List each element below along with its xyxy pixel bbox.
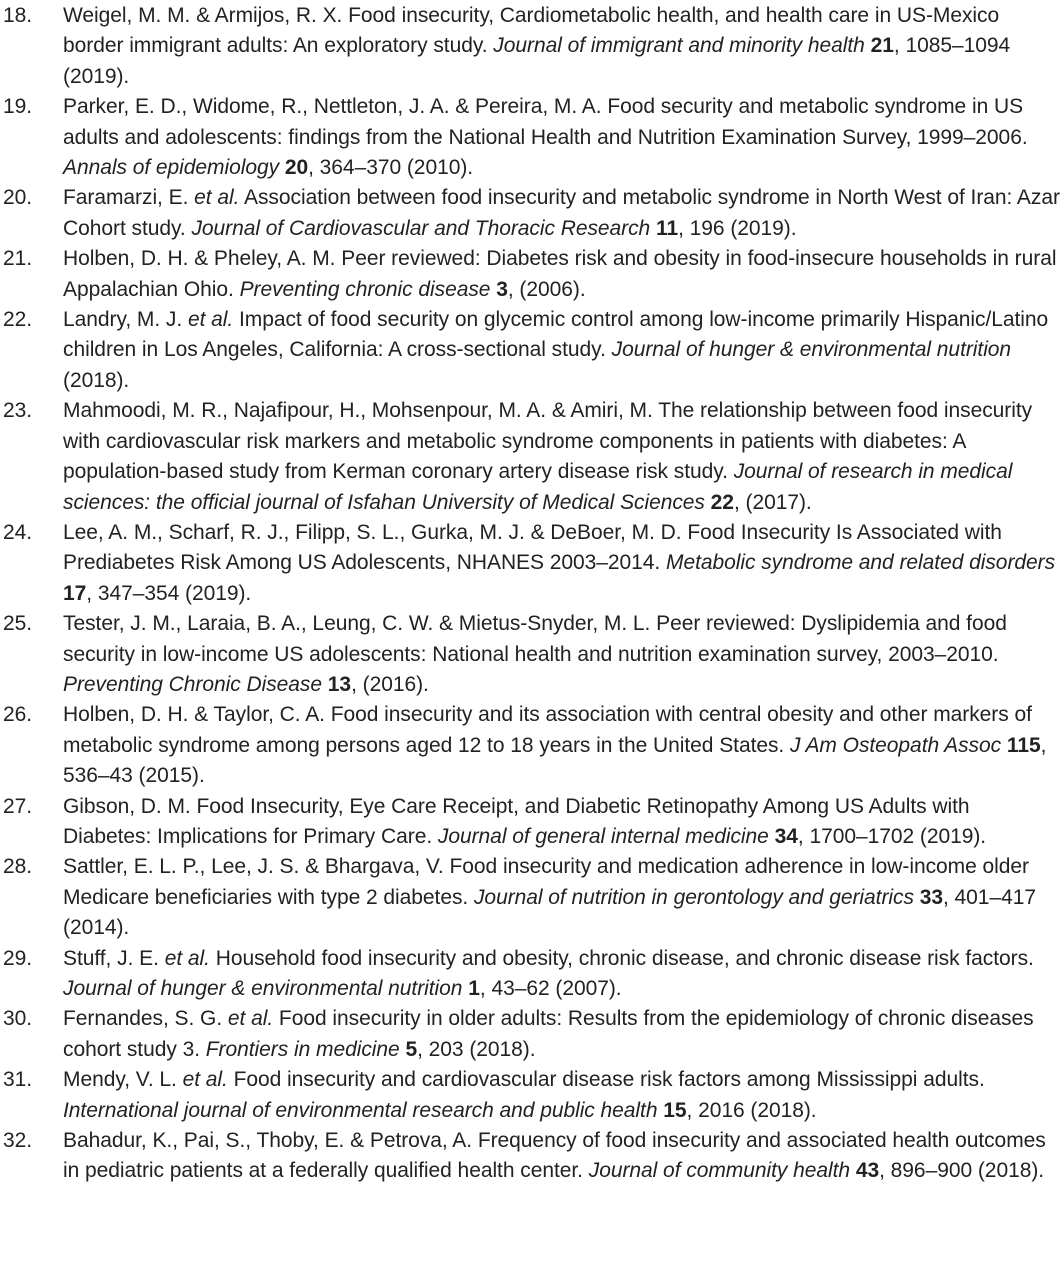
reference-journal: Journal of hunger & environmental nutrition (63, 977, 463, 1000)
reference-volume-wrap (650, 217, 678, 240)
reference-et-al: et al. (164, 946, 210, 970)
reference-volume: 43 (855, 1159, 880, 1183)
reference-tail: , 1700–1702 (2019). (797, 824, 987, 848)
reference-title: Food insecurity, Cardiometabolic health, and health care in US-Mexico border immigrant adults: An exploratory study. (63, 4, 1000, 58)
reference-item (0, 518, 1060, 609)
reference-item (0, 852, 1060, 943)
reference-journal: J Am Osteopath Assoc (790, 733, 1002, 757)
reference-volume: 11 (655, 216, 679, 240)
reference-title: Food security and metabolic syndrome in US adults and adolescents: findings from the National Health and Nutrition Examination Survey, 1999–2006. (63, 95, 1028, 149)
reference-number: 25. (3, 612, 33, 636)
reference-authors: Lee, A. M., Scharf, R. J., Filipp, S. L., Gurka, M. J. & DeBoer, M. D. (63, 520, 688, 544)
reference-number: 21. (3, 247, 33, 271)
reference-volume-wrap (279, 156, 308, 179)
reference-volume: 17 (63, 581, 87, 605)
reference-journal: Journal of community health (588, 1159, 851, 1183)
reference-number: 22. (3, 308, 33, 332)
reference-tail: , 43–62 (2007). (479, 977, 622, 1000)
reference-tail: (2018). (63, 368, 130, 392)
reference-tail: , 364–370 (2010). (308, 156, 474, 180)
reference-tail: , 401–417 (2014). (63, 885, 1036, 940)
reference-volume: 20 (284, 156, 309, 180)
reference-tail: , 347–354 (2019). (86, 581, 252, 605)
reference-item (0, 305, 1060, 396)
reference-item (0, 244, 1060, 305)
reference-authors: Fernandes, S. G. (63, 1007, 228, 1031)
reference-journal: Journal of nutrition in gerontology and geriatrics (473, 885, 914, 909)
reference-title: Association between food insecurity and metabolic syndrome in North West of Iran: Azar Cohort study. (63, 186, 1060, 240)
reference-number: 31. (3, 1068, 33, 1092)
reference-title: Household food insecurity and obesity, chronic disease, and chronic disease risk factors. (209, 946, 1034, 970)
reference-authors: Tester, J. M., Laraia, B. A., Leung, C. W. & Mietus-Snyder, M. L. (63, 612, 657, 636)
reference-volume: 5 (405, 1037, 418, 1061)
reference-number: 19. (3, 95, 33, 119)
reference-tail: , 536–43 (2015). (63, 733, 1047, 788)
reference-title: Food Insecurity, Eye Care Receipt, and Diabetic Retinopathy Among US Adults with Diabetes: Implications for Primary Care. (63, 794, 970, 848)
reference-number: 20. (3, 186, 33, 210)
reference-item (0, 609, 1060, 700)
reference-list (0, 1, 1060, 1187)
reference-et-al: et al. (227, 1007, 274, 1031)
reference-item (0, 792, 1060, 853)
reference-journal: Preventing chronic disease (239, 277, 491, 301)
reference-number: 32. (3, 1129, 33, 1153)
reference-authors: Faramarzi, E. (63, 186, 195, 210)
reference-title: Frequency of food insecurity and associated health outcomes in pediatric patients at a federally qualified health center. (63, 1129, 1046, 1183)
reference-volume-wrap (914, 886, 943, 909)
reference-title: Food insecurity in older adults: Results from the epidemiology of chronic diseases cohort study 3. (63, 1007, 1034, 1061)
reference-volume-wrap (400, 1038, 417, 1061)
reference-volume-wrap (657, 1099, 686, 1122)
reference-item (0, 183, 1060, 244)
reference-volume-wrap (322, 673, 351, 696)
reference-volume: 13 (327, 672, 352, 696)
reference-title: Peer reviewed: Dyslipidemia and food security in low-income US adolescents: National health and nutrition examination survey, 2003–2010. (63, 612, 1007, 666)
reference-volume: 34 (774, 824, 798, 848)
reference-volume-wrap (63, 582, 86, 605)
reference-tail: , (2017). (733, 490, 812, 514)
reference-tail: , 1085–1094 (2019). (63, 34, 1011, 88)
reference-et-al: et al. (187, 308, 234, 332)
reference-authors: Stuff, J. E. (63, 946, 165, 970)
reference-tail: , (2016). (351, 672, 429, 696)
reference-number: 30. (3, 1007, 33, 1031)
reference-et-al: et al. (182, 1068, 228, 1092)
reference-volume: 22 (710, 490, 734, 514)
reference-volume: 3 (496, 277, 508, 301)
reference-title: Peer reviewed: Diabetes risk and obesity in food-insecure households in rural Appalachian Ohio. (63, 247, 1057, 301)
reference-volume-wrap (850, 1159, 879, 1182)
reference-volume-wrap (462, 977, 479, 1000)
reference-volume-wrap (769, 825, 798, 848)
reference-number: 24. (3, 520, 33, 544)
reference-number: 29. (3, 946, 33, 970)
reference-journal: Journal of immigrant and minority health (493, 34, 865, 58)
reference-journal: Metabolic syndrome and related disorders (666, 551, 1056, 575)
reference-volume: 21 (870, 34, 894, 58)
reference-volume-wrap (1001, 734, 1041, 757)
reference-authors: Parker, E. D., Widome, R., Nettleton, J. A. & Pereira, M. A. (63, 95, 608, 119)
reference-tail: , (2006). (507, 277, 586, 301)
reference-tail: , 896–900 (2018). (879, 1159, 1045, 1183)
reference-volume: 115 (1006, 733, 1041, 757)
reference-item (0, 944, 1060, 1005)
reference-authors: Mahmoodi, M. R., Najafipour, H., Mohsenpour, M. A. & Amiri, M. (63, 399, 659, 423)
reference-volume-wrap (865, 34, 894, 57)
reference-item (0, 1004, 1060, 1065)
reference-title: Food insecurity and medication adherence in low-income older Medicare beneficiaries with type 2 diabetes. (63, 855, 1029, 909)
reference-authors: Weigel, M. M. & Armijos, R. X. (63, 4, 349, 27)
reference-title: Food Insecurity Is Associated with Prediabetes Risk Among US Adolescents, NHANES 2003–2014. (63, 520, 1002, 575)
reference-volume-wrap (705, 491, 734, 514)
reference-journal: Journal of Cardiovascular and Thoracic Research (191, 216, 651, 240)
reference-tail: , 196 (2019). (678, 216, 797, 240)
reference-authors: Mendy, V. L. (63, 1068, 183, 1092)
reference-journal: Journal of hunger & environmental nutrition (611, 338, 1012, 362)
reference-journal: Annals of epidemiology (63, 156, 280, 180)
reference-volume: 15 (663, 1098, 687, 1122)
reference-journal: Preventing Chronic Disease (63, 672, 322, 696)
reference-authors: Bahadur, K., Pai, S., Thoby, E. & Petrova, A. (63, 1129, 478, 1153)
reference-title: Food insecurity and cardiovascular disease risk factors among Mississippi adults. (227, 1068, 985, 1092)
reference-authors: Gibson, D. M. (63, 794, 197, 818)
reference-item (0, 700, 1060, 791)
reference-authors: Landry, M. J. (63, 308, 188, 332)
reference-tail: , 203 (2018). (417, 1037, 536, 1061)
reference-et-al: et al. (194, 186, 240, 210)
reference-number: 23. (3, 399, 33, 423)
reference-volume: 33 (919, 885, 943, 909)
reference-journal: Journal of research in medical sciences: the official journal of Isfahan University of Medical Sciences (63, 460, 1013, 514)
reference-authors: Holben, D. H. & Pheley, A. M. (63, 247, 342, 271)
reference-number: 28. (3, 855, 33, 879)
reference-item (0, 1126, 1060, 1187)
reference-tail: , 2016 (2018). (686, 1098, 817, 1122)
reference-title: The relationship between food insecurity with cardiovascular risk markers and metabolic syndrome components in patients with diabetes: A population-based study from Kerman coronary artery disease risk study. (63, 399, 1033, 484)
reference-journal: Journal of general internal medicine (437, 824, 769, 848)
reference-journal: Frontiers in medicine (205, 1037, 400, 1061)
reference-item (0, 1065, 1060, 1126)
reference-authors: Sattler, E. L. P., Lee, J. S. & Bhargava, V. (63, 855, 450, 879)
reference-volume-wrap (490, 278, 507, 301)
reference-item (0, 1, 1060, 92)
reference-journal: International journal of environmental research and public health (63, 1098, 658, 1122)
reference-item (0, 396, 1060, 518)
reference-number: 27. (3, 794, 33, 818)
reference-volume: 1 (468, 977, 480, 1000)
reference-title: Impact of food security on glycemic control among low-income primarily Hispanic/Latino children in Los Angeles, California: A cross-sectional study. (63, 308, 1049, 362)
reference-authors: Holben, D. H. & Taylor, C. A. (63, 703, 331, 727)
reference-item (0, 92, 1060, 183)
reference-number: 26. (3, 703, 33, 727)
reference-number: 18. (3, 4, 33, 27)
reference-title: Food insecurity and its association with central obesity and other markers of metabolic syndrome among persons aged 12 to 18 years in the United States. (63, 703, 1032, 757)
